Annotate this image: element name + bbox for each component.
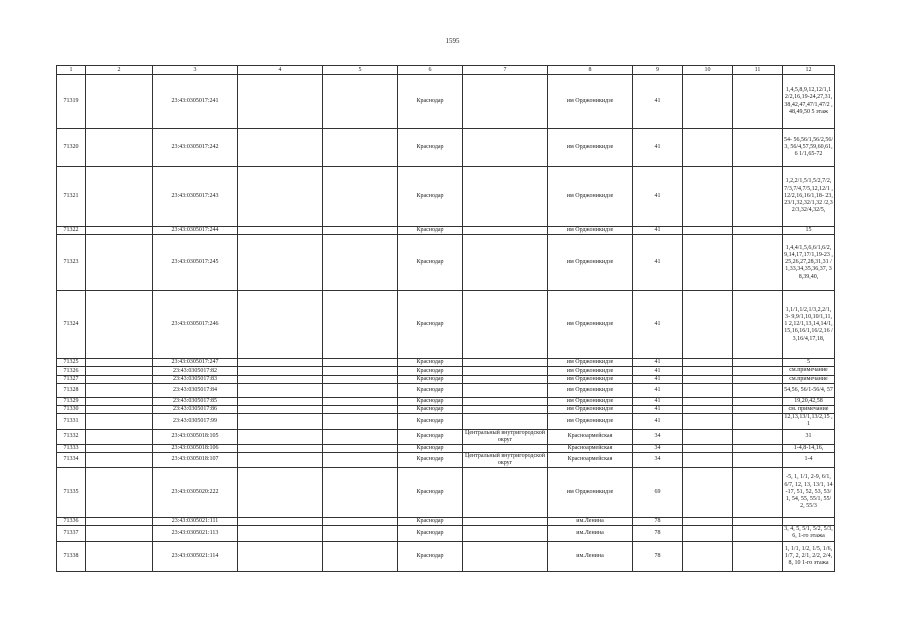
column-header: 3: [153, 66, 238, 75]
table-cell-col-9: 34: [633, 444, 683, 452]
table-row: [57, 367, 835, 375]
table-cell-col-10: [683, 452, 733, 467]
table-cell-col-3: 23:43:0305017:243: [153, 167, 238, 227]
table-cell-col-11: [733, 397, 783, 405]
table-cell-col-9: 69: [633, 467, 683, 517]
table-cell-col-6: Краснодар: [398, 397, 463, 405]
table-cell-col-9: 41: [633, 397, 683, 405]
table-cell-col-2: [86, 359, 153, 367]
table-cell-col-6: Краснодар: [398, 129, 463, 167]
table-cell-col-12: см.примечание: [783, 367, 835, 375]
table-cell-col-5: [323, 525, 398, 541]
table-cell-col-1: 71328: [57, 383, 86, 397]
table-cell-col-6: Краснодар: [398, 75, 463, 129]
table-cell-col-10: [683, 406, 733, 414]
table-cell-col-8: им Орджоникидзе: [548, 167, 633, 227]
table-cell-col-1: 71338: [57, 541, 86, 571]
table-cell-col-8: Красноармейская: [548, 452, 633, 467]
table-cell-col-6: Краснодар: [398, 429, 463, 444]
table-cell-col-9: 78: [633, 541, 683, 571]
table-cell-col-11: [733, 467, 783, 517]
table-cell-col-4: [238, 452, 323, 467]
table-cell-col-12: 3, 4, 5, 5/1, 5/2, 5/3, 6, 1-го этажа: [784, 526, 833, 540]
table-cell-col-10: [683, 444, 733, 452]
table-cell-col-5: [323, 235, 398, 291]
table-cell-col-10: [683, 167, 733, 227]
column-header: 11: [733, 66, 783, 75]
table-cell-col-1: 71337: [57, 525, 86, 541]
table-cell-col-4: [238, 397, 323, 405]
table-cell-col-6: Краснодар: [398, 227, 463, 235]
table-cell-col-10: [683, 235, 733, 291]
table-cell-col-3: 23:43:0305017:86: [153, 406, 238, 414]
table-cell-col-11: [733, 383, 783, 397]
table-cell-col-10: [683, 517, 733, 525]
table-cell-col-6: Краснодар: [398, 235, 463, 291]
table-cell-col-4: [238, 75, 323, 129]
table-cell-col-2: [86, 75, 153, 129]
table-cell-col-10: [683, 525, 733, 541]
table-cell-col-9: 34: [633, 429, 683, 444]
table-row: [57, 227, 835, 235]
table-cell-col-11: [733, 429, 783, 444]
table-cell-col-7: [463, 406, 548, 414]
table-cell-col-4: [238, 167, 323, 227]
table-cell-col-3: 23:43:0305017:84: [153, 383, 238, 397]
table-cell-col-10: [683, 397, 733, 405]
table-cell-col-9: 41: [633, 75, 683, 129]
table-row: [57, 383, 835, 397]
table-cell-col-12: 15: [783, 227, 835, 235]
table-cell-col-10: [683, 541, 733, 571]
table-cell-col-5: [323, 291, 398, 359]
table-cell-col-10: [683, 383, 733, 397]
table-cell-col-7: [463, 129, 548, 167]
column-header: 12: [783, 66, 835, 75]
table-cell-col-11: [733, 414, 783, 429]
table-cell-col-1: 71327: [57, 375, 86, 383]
table-cell-col-9: 41: [633, 375, 683, 383]
table-cell-col-2: [86, 291, 153, 359]
table-cell-col-3: 23:43:0305021:113: [153, 525, 238, 541]
table-cell-col-2: [86, 235, 153, 291]
table-cell-col-4: [238, 129, 323, 167]
table-cell-col-12: 5: [783, 359, 835, 367]
table-cell-col-10: [683, 467, 733, 517]
table-cell-col-9: 41: [633, 167, 683, 227]
table-cell-col-12: см.примечание: [783, 375, 835, 383]
table-cell-col-9: 41: [633, 227, 683, 235]
table-cell-col-7: [463, 517, 548, 525]
table-cell-col-10: [683, 291, 733, 359]
table-cell-col-1: 71329: [57, 397, 86, 405]
table-cell-col-9: 41: [633, 235, 683, 291]
table-cell-col-7: [463, 525, 548, 541]
table-cell-col-7: [463, 414, 548, 429]
table-cell-col-7: [463, 167, 548, 227]
table-cell-col-12: 1-4,8-14,16,: [783, 444, 835, 452]
table-cell-col-12: 1,1/1,1/2,1/3,2,2/1, 3- 9,9/1,10,10/1,11,1 2,12/1,13,14,14/1, 15,16,16/1,16/2,16 /3,16/4,17,18,: [783, 291, 835, 359]
table-cell-col-4: [238, 467, 323, 517]
table-cell-col-3: 23:43:0305018:107: [153, 452, 238, 467]
table-cell-col-4: [238, 291, 323, 359]
table-cell-col-12: 1,4,4/1,5,6,6/1,6/2, 9,14,17,17/1,19-23 ,25,26,27,28,31,31 /1,33,34,35,36,37, 38,39,40,: [783, 235, 835, 291]
table-cell-col-1: 71334: [57, 452, 86, 467]
table-cell-col-7: [463, 444, 548, 452]
table-cell-col-12: -5, 1, 1/1, 2-9, 6/1, 6/7, 12, 13, 13/1, 14-17, 51, 52, 53, 53/1, 54, 55, 55/1, 55/2, 55/3: [783, 467, 835, 517]
table-row: [57, 429, 835, 444]
table-cell-col-10: [683, 375, 733, 383]
table-cell-col-9: 78: [633, 517, 683, 525]
table-cell-col-12: 1,4,5,8,9,12,12/1,1 2/2,16,19-24,27,31, 38,42,47,47/1,47/2 ,48,49,50 5 этаж: [783, 75, 835, 129]
table-cell-col-11: [733, 406, 783, 414]
table-cell-col-4: [238, 406, 323, 414]
table-row: [57, 525, 835, 541]
table-cell-col-2: [86, 406, 153, 414]
table-cell-col-1: 71333: [57, 444, 86, 452]
table-cell-col-8: им.Ленина: [548, 517, 633, 525]
table-cell-col-1: 71319: [57, 75, 86, 129]
table-cell-col-5: [323, 375, 398, 383]
table-cell-col-5: [323, 397, 398, 405]
table-cell-col-2: [86, 452, 153, 467]
table-cell-col-1: 71324: [57, 291, 86, 359]
table-row: [57, 167, 835, 227]
table-cell-col-3: 23:43:0305017:242: [153, 129, 238, 167]
table-cell-col-4: [238, 517, 323, 525]
column-header: 2: [86, 66, 153, 75]
table-cell-col-9: 41: [633, 291, 683, 359]
table-row: [57, 406, 835, 414]
table-cell-col-12: 12,13,13/1,13/2,15 ,1: [784, 414, 833, 428]
table-cell-col-3: 23:43:0305017:244: [153, 227, 238, 235]
table-cell-col-6: Краснодар: [398, 359, 463, 367]
table-cell-col-12: 1-4: [783, 452, 835, 467]
table-cell-col-4: [238, 444, 323, 452]
table-cell-col-7: [463, 227, 548, 235]
table-row: [57, 235, 835, 291]
table-row: [57, 359, 835, 367]
table-cell-col-8: им Орджоникидзе: [548, 359, 633, 367]
table-cell-col-6: Краснодар: [398, 452, 463, 467]
table-cell-col-7: [463, 375, 548, 383]
table-cell-col-9: 78: [633, 525, 683, 541]
table-row: [57, 291, 835, 359]
table-cell-col-12: 1,2,2/1,5/1,5/2,7/2, 7/3,7/4,7/5,12,12/1 ,12/2,16,16/1,18- 23,23/1,32,32/1,32 /2,32/3,32/4,32/5,: [783, 167, 835, 227]
table-cell-col-3: 23:43:0305021:114: [153, 541, 238, 571]
table-cell-col-10: [683, 359, 733, 367]
table-cell-col-1: 71336: [57, 517, 86, 525]
table-cell-col-10: [683, 227, 733, 235]
table-cell-col-11: [733, 291, 783, 359]
table-cell-col-4: [238, 429, 323, 444]
cadastral-table: [56, 65, 835, 572]
column-header: 7: [463, 66, 548, 75]
table-cell-col-1: 71320: [57, 129, 86, 167]
table-cell-col-9: 41: [633, 359, 683, 367]
table-cell-col-5: [323, 452, 398, 467]
table-cell-col-6: Краснодар: [398, 467, 463, 517]
table-row: [57, 414, 835, 429]
table-row: [57, 375, 835, 383]
table-cell-col-5: [323, 467, 398, 517]
table-cell-col-3: 23:43:0305017:247: [153, 359, 238, 367]
table-cell-col-2: [86, 444, 153, 452]
table-cell-col-3: 23:43:0305017:82: [153, 367, 238, 375]
table-cell-col-7: [463, 235, 548, 291]
table-cell-col-5: [323, 429, 398, 444]
table-cell-col-5: [323, 75, 398, 129]
table-cell-col-9: 41: [633, 129, 683, 167]
table-cell-col-3: 23:43:0305017:245: [153, 235, 238, 291]
table-cell-col-7: [463, 467, 548, 517]
table-cell-col-5: [323, 129, 398, 167]
table-cell-col-11: [733, 367, 783, 375]
table-cell-col-8: им Орджоникидзе: [548, 375, 633, 383]
table-cell-col-6: Краснодар: [398, 444, 463, 452]
table-cell-col-12: [783, 517, 835, 525]
column-header: 8: [548, 66, 633, 75]
table-cell-col-2: [86, 429, 153, 444]
table-row: [57, 75, 835, 129]
column-header: 5: [323, 66, 398, 75]
table-cell-col-1: 71331: [57, 414, 86, 429]
table-cell-col-9: 41: [633, 383, 683, 397]
table-cell-col-11: [733, 129, 783, 167]
table-cell-col-1: 71321: [57, 167, 86, 227]
table-cell-col-6: Краснодар: [398, 414, 463, 429]
table-cell-col-4: [238, 525, 323, 541]
table-cell-col-9: 41: [633, 406, 683, 414]
table-cell-col-2: [86, 541, 153, 571]
table-cell-col-5: [323, 414, 398, 429]
table-cell-col-5: [323, 367, 398, 375]
table-row: [57, 397, 835, 405]
table-cell-col-6: Краснодар: [398, 383, 463, 397]
table-cell-col-2: [86, 167, 153, 227]
table-cell-col-6: Краснодар: [398, 406, 463, 414]
table-cell-col-8: им Орджоникидзе: [548, 414, 633, 429]
table-cell-col-2: [86, 525, 153, 541]
table-cell-col-10: [683, 414, 733, 429]
table-cell-col-12: см. примечание: [783, 406, 835, 414]
table-cell-col-7: [463, 75, 548, 129]
table-cell-col-7: [463, 367, 548, 375]
table-cell-col-1: 71330: [57, 406, 86, 414]
table-cell-col-9: 41: [633, 367, 683, 375]
table-row: [57, 541, 835, 571]
table-cell-col-6: Краснодар: [398, 517, 463, 525]
table-cell-col-8: им Орджоникидзе: [548, 397, 633, 405]
table-cell-col-4: [238, 541, 323, 571]
table-cell-col-9: 41: [633, 414, 683, 429]
table-cell-col-11: [733, 227, 783, 235]
table-cell-col-7: [463, 359, 548, 367]
table-cell-col-8: им Орджоникидзе: [548, 291, 633, 359]
table-row: [57, 517, 835, 525]
table-cell-col-3: 23:43:0305017:83: [153, 375, 238, 383]
table-cell-col-6: Краснодар: [398, 525, 463, 541]
table-cell-col-7: [463, 397, 548, 405]
table-cell-col-8: им Орджоникидзе: [548, 235, 633, 291]
table-cell-col-3: 23:43:0305018:105: [153, 429, 238, 444]
column-header: 6: [398, 66, 463, 75]
table-cell-col-5: [323, 444, 398, 452]
table-cell-col-12: 31: [783, 429, 835, 444]
table-cell-col-11: [733, 167, 783, 227]
table-cell-col-4: [238, 375, 323, 383]
table-cell-col-2: [86, 397, 153, 405]
table-cell-col-11: [733, 359, 783, 367]
table-cell-col-1: 71325: [57, 359, 86, 367]
table-cell-col-5: [323, 517, 398, 525]
table-cell-col-8: им Орджоникидзе: [548, 227, 633, 235]
table-cell-col-5: [323, 359, 398, 367]
table-cell-col-11: [733, 235, 783, 291]
table-cell-col-8: им Орджоникидзе: [548, 129, 633, 167]
table-cell-col-5: [323, 383, 398, 397]
table-cell-col-2: [86, 383, 153, 397]
table-cell-col-4: [238, 383, 323, 397]
table-cell-col-2: [86, 414, 153, 429]
table-cell-col-2: [86, 375, 153, 383]
table-cell-col-12: 54,56, 56/1-56/4, 57: [783, 383, 835, 397]
table-cell-col-4: [238, 414, 323, 429]
table-cell-col-4: [238, 359, 323, 367]
table-cell-col-6: Краснодар: [398, 367, 463, 375]
table-cell-col-2: [86, 227, 153, 235]
table-cell-col-8: им Орджоникидзе: [548, 75, 633, 129]
table-cell-col-11: [733, 517, 783, 525]
table-cell-col-7: Центральный внутригородской округ: [463, 452, 548, 467]
table-cell-col-3: 23:43:0305018:106: [153, 444, 238, 452]
table-cell-col-6: Краснодар: [398, 167, 463, 227]
table-cell-col-3: 23:43:0305017:246: [153, 291, 238, 359]
table-cell-col-2: [86, 467, 153, 517]
table-cell-col-11: [733, 525, 783, 541]
table-cell-col-10: [683, 429, 733, 444]
column-header: 1: [57, 66, 86, 75]
table-cell-col-5: [323, 167, 398, 227]
table-cell-col-12: 19,20,42,58: [783, 397, 835, 405]
table-cell-col-3: 23:43:0305017:85: [153, 397, 238, 405]
table-row: [57, 129, 835, 167]
table-cell-col-3: 23:43:0305021:111: [153, 517, 238, 525]
table-cell-col-5: [323, 406, 398, 414]
table-cell-col-2: [86, 129, 153, 167]
table-cell-col-11: [733, 444, 783, 452]
table-cell-col-8: Красноармейская: [548, 444, 633, 452]
table-cell-col-8: им Орджоникидзе: [548, 406, 633, 414]
table-cell-col-12: 1, 1/1, 1/2, 1/5, 1/6, 1/7, 2, 2/1, 2/2, 2/4, 8, 10 1-го этажа: [783, 541, 835, 571]
table-cell-col-8: им.Ленина: [548, 525, 633, 541]
table-row: [57, 467, 835, 517]
table-cell-col-2: [86, 517, 153, 525]
table-cell-col-7: [463, 541, 548, 571]
table-cell-col-10: [683, 367, 733, 375]
table-cell-col-11: [733, 75, 783, 129]
table-cell-col-5: [323, 541, 398, 571]
table-cell-col-1: 71322: [57, 227, 86, 235]
table-cell-col-6: Краснодар: [398, 375, 463, 383]
column-header: 4: [238, 66, 323, 75]
table-row: [57, 452, 835, 467]
table-cell-col-6: Краснодар: [398, 541, 463, 571]
page-number: 1595: [445, 37, 460, 45]
table-header-row: [57, 66, 835, 75]
table-cell-col-8: им Орджоникидзе: [548, 383, 633, 397]
table-cell-col-8: им Орджоникидзе: [548, 467, 633, 517]
table-cell-col-9: 34: [633, 452, 683, 467]
table-cell-col-8: Красноармейская: [548, 429, 633, 444]
table-cell-col-4: [238, 235, 323, 291]
table-cell-col-10: [683, 75, 733, 129]
table-cell-col-11: [733, 375, 783, 383]
table-cell-col-8: им Орджоникидзе: [548, 367, 633, 375]
table-cell-col-3: 23:43:0305017:99: [153, 414, 238, 429]
column-header: 9: [633, 66, 683, 75]
table-cell-col-11: [733, 452, 783, 467]
table-cell-col-3: 23:43:0305017:241: [153, 75, 238, 129]
table-cell-col-1: 71335: [57, 467, 86, 517]
table-cell-col-3: 23:43:0305020:222: [153, 467, 238, 517]
table-cell-col-11: [733, 541, 783, 571]
table-cell-col-7: [463, 291, 548, 359]
table-cell-col-7: Центральный внутригородской округ: [463, 429, 548, 444]
table-cell-col-4: [238, 367, 323, 375]
table-cell-col-10: [683, 129, 733, 167]
table-cell-col-8: им.Ленина: [548, 541, 633, 571]
table-cell-col-7: [463, 383, 548, 397]
table-cell-col-4: [238, 227, 323, 235]
table-cell-col-2: [86, 367, 153, 375]
column-header: 10: [683, 66, 733, 75]
table-cell-col-12: 54- 56,56/1,56/2,56/3, 56/4,57,59,60,61,6 1/1,65-72: [783, 129, 835, 167]
table-cell-col-5: [323, 227, 398, 235]
table-cell-col-6: Краснодар: [398, 291, 463, 359]
table-cell-col-1: 71332: [57, 429, 86, 444]
table-row: [57, 444, 835, 452]
table-cell-col-1: 71326: [57, 367, 86, 375]
table-cell-col-1: 71323: [57, 235, 86, 291]
